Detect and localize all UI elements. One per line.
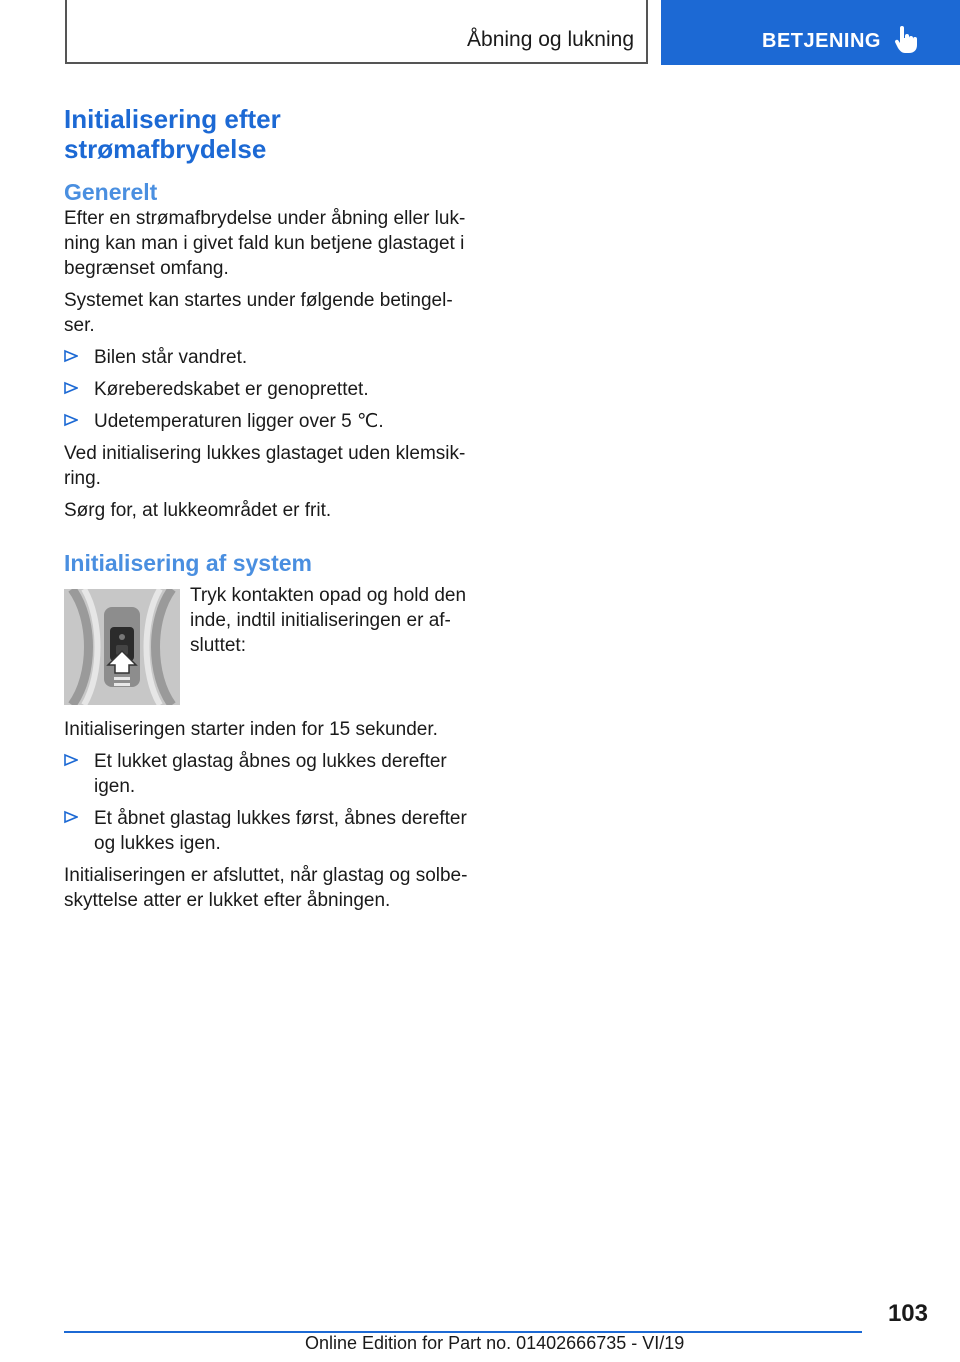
pointing-hand-icon bbox=[894, 26, 920, 54]
paragraph: Ved initialisering lukkes glastaget uden klemsik-ring. bbox=[64, 443, 466, 489]
triangle-bullet-icon bbox=[64, 810, 78, 824]
page-number: 103 bbox=[887, 1300, 928, 1327]
list-item bbox=[64, 806, 476, 856]
triangle-bullet-icon bbox=[64, 753, 78, 767]
triangle-bullet-icon bbox=[64, 413, 78, 427]
list-item bbox=[64, 749, 476, 799]
list-item bbox=[64, 377, 476, 402]
paragraph: Sørg for, at lukkeområdet er frit. bbox=[64, 500, 332, 521]
list-item-text: Bilen står vandret. bbox=[94, 347, 248, 368]
list-item-text: Et åbnet glastag lukkes først, åbnes derefter og lukkes igen. bbox=[94, 808, 467, 854]
list-item-text: Et lukket glastag åbnes og lukkes derefter igen. bbox=[94, 751, 447, 797]
paragraph: Systemet kan startes under følgende betingel-ser. bbox=[64, 290, 453, 336]
footer-edition-text: Online Edition for Part no. 01402666735 - VI/19 bbox=[305, 1333, 685, 1353]
paragraph: Initialiseringen starter inden for 15 sekunder. bbox=[64, 719, 438, 740]
page-content bbox=[64, 104, 476, 913]
list-item bbox=[64, 345, 476, 370]
roof-switch-figure bbox=[64, 589, 180, 705]
paragraph: Initialiseringen er afsluttet, når glastag og solbe-skyttelse atter er lukket efter åbningen. bbox=[64, 865, 468, 911]
header-chapter-tab[interactable] bbox=[661, 0, 960, 65]
paragraph: Efter en strømafbrydelse under åbning eller luk-ning kan man i givet fald kun betjene glastaget i begrænset omfang. bbox=[64, 208, 466, 279]
header-section-box bbox=[65, 0, 648, 64]
figure-caption: Tryk kontakten opad og hold den inde, indtil initialiseringen er af-sluttet: bbox=[190, 585, 467, 656]
header-chapter-label: BETJENING bbox=[762, 30, 881, 52]
triangle-bullet-icon bbox=[64, 349, 78, 363]
list-item bbox=[64, 409, 476, 434]
page-title: Initialisering efter strømafbrydelse bbox=[64, 104, 281, 164]
header-section-title: Åbning og lukning bbox=[467, 28, 634, 51]
steps-list bbox=[64, 749, 476, 856]
heading-generelt: Generelt bbox=[64, 179, 158, 205]
triangle-bullet-icon bbox=[64, 381, 78, 395]
heading-initialisering-system: Initialisering af system bbox=[64, 550, 312, 576]
figure-row bbox=[64, 585, 476, 705]
list-item-text: Køreberedskabet er genoprettet. bbox=[94, 379, 369, 400]
conditions-list bbox=[64, 345, 476, 434]
list-item-text: Udetemperaturen ligger over 5 ℃. bbox=[94, 411, 384, 432]
